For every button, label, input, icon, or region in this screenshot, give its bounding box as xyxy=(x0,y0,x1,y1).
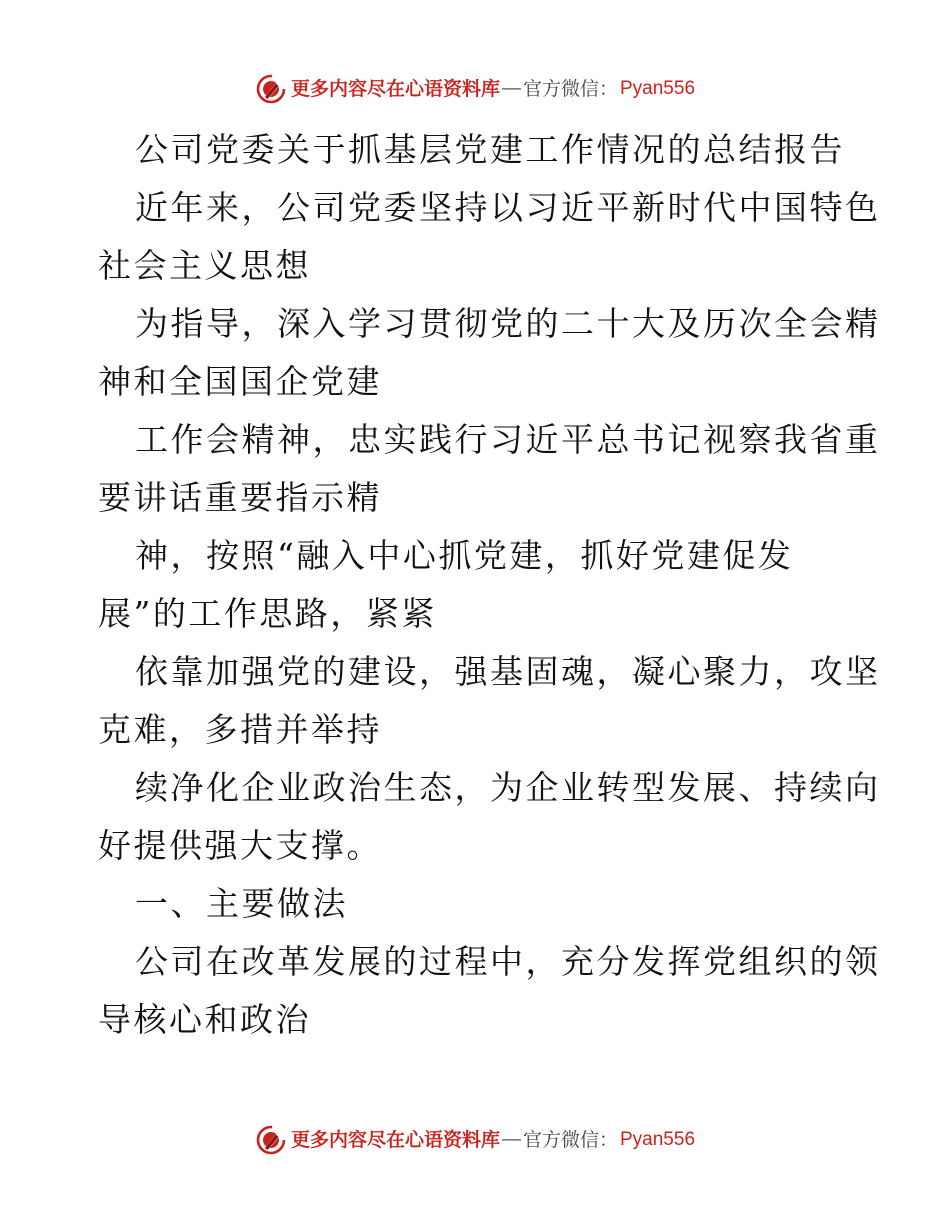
text-line: 为指导，深入学习贯彻党的二十大及历次全会精 xyxy=(135,304,881,343)
watermark-label: 官方微信： xyxy=(522,1129,618,1151)
text-line: 导核心和政治 xyxy=(98,1000,311,1039)
watermark-dash: — xyxy=(501,78,521,99)
text-line: 要讲话重要指示精 xyxy=(98,478,382,517)
text-line: 神和全国国企党建 xyxy=(98,362,382,401)
watermark-brand: 更多内容尽在心语资料库 xyxy=(290,78,500,100)
header-watermark xyxy=(0,71,950,107)
watermark-wechat-id: Pyan556 xyxy=(620,78,696,99)
footer-watermark xyxy=(0,1122,950,1158)
text-line: 工作会精神，忠实践行习近平总书记视察我省重 xyxy=(135,420,881,459)
text-line: 社会主义思想 xyxy=(98,246,311,285)
text-line: 展”的工作思路，紧紧 xyxy=(98,594,437,633)
text-line: 克难，多措并举持 xyxy=(98,710,382,749)
text-line: 近年来，公司党委坚持以习近平新时代中国特色 xyxy=(135,188,881,227)
text-line: 神，按照“融入中心抓党建，抓好党建促发 xyxy=(135,536,794,575)
document-body xyxy=(98,121,881,1049)
text-line: 依靠加强党的建设，强基固魂，凝心聚力，攻坚 xyxy=(135,652,881,691)
watermark-dash: — xyxy=(501,1129,521,1150)
document-title: 公司党委关于抓基层党建工作情况的总结报告 xyxy=(135,130,845,169)
pen-logo-icon xyxy=(255,73,287,105)
text-line: 续净化企业政治生态，为企业转型发展、持续向 xyxy=(135,768,881,807)
watermark-label: 官方微信： xyxy=(522,78,618,100)
text-line: 一、主要做法 xyxy=(135,884,348,923)
watermark-wechat-id: Pyan556 xyxy=(620,1129,696,1150)
text-line: 好提供强大支撑。 xyxy=(98,826,382,865)
pen-logo-icon xyxy=(255,1124,287,1156)
text-line: 公司在改革发展的过程中，充分发挥党组织的领 xyxy=(135,942,881,981)
watermark-brand: 更多内容尽在心语资料库 xyxy=(290,1129,500,1151)
